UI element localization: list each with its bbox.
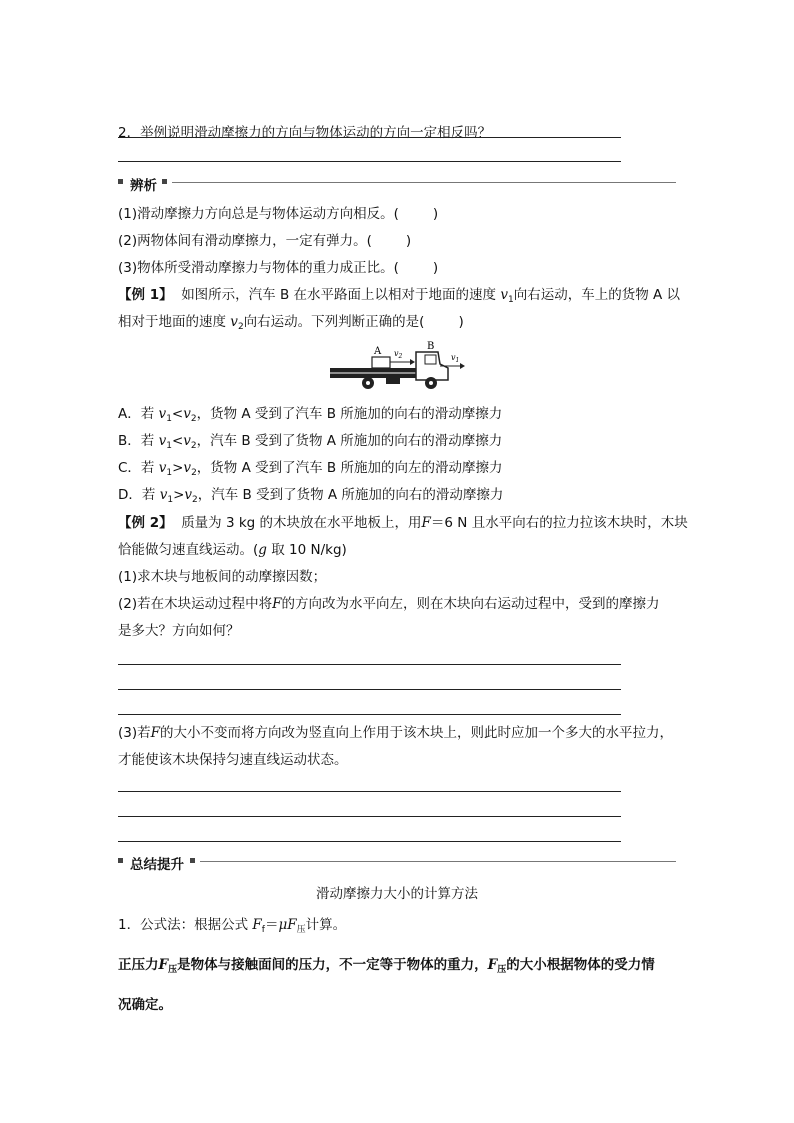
answer-line[interactable] (118, 689, 621, 690)
answer-line[interactable] (118, 841, 621, 842)
summary-paragraph-line-2: 况确定。 (118, 997, 172, 1013)
label-v1: $v_1$ (451, 353, 460, 364)
answer-line[interactable] (118, 664, 621, 665)
answer-line[interactable] (118, 161, 621, 162)
section-rule (200, 861, 676, 862)
answer-line[interactable] (118, 137, 621, 138)
option-d[interactable]: D．若 $v_1>v_2$，汽车 B 受到了货物 A 所施加的向右的滑动摩擦力 (118, 487, 504, 505)
example-1-line-1: 【例 1】 如图所示，汽车 B 在水平路面上以相对于地面的速度 $v_1$向右运动，车上的货物 A 以 (118, 287, 681, 305)
answer-line[interactable] (118, 816, 621, 817)
analysis-item-3: (3)物体所受滑动摩擦力与物体的重力成正比。( ) (118, 260, 439, 276)
analysis-item-2: (2)两物体间有滑动摩擦力，一定有弹力。( ) (118, 233, 412, 249)
example-tag: 【例 1】 (118, 287, 173, 303)
section-rule (172, 182, 676, 183)
example-2-question-3: (3)若F的大小不变而将方向改为竖直向上作用于该木块上，则此时应加一个多大的水平拉力， (118, 725, 673, 741)
summary-item-1: 1．公式法：根据公式 $F_f=\mu F_压$计算。 (118, 917, 347, 935)
section-title: 总结提升 (130, 857, 184, 873)
example-tag: 【例 2】 (118, 515, 173, 531)
option-a[interactable]: A．若 $v_1<v_2$，货物 A 受到了汽车 B 所施加的向右的滑动摩擦力 (118, 406, 503, 424)
example-2-line-1: 【例 2】 质量为 3 kg 的木块放在水平地板上，用F＝6 N 且水平向右的拉力拉该木块时，木块 (118, 515, 688, 531)
square-bullet-icon (162, 179, 167, 184)
section-title: 辨析 (130, 178, 157, 194)
label-v2: $v_2$ (394, 349, 403, 360)
option-c[interactable]: C．若 $v_1>v_2$，货物 A 受到了汽车 B 所施加的向左的滑动摩擦力 (118, 460, 503, 478)
square-bullet-icon (118, 179, 123, 184)
summary-heading: 滑动摩擦力大小的计算方法 (316, 886, 478, 902)
square-bullet-icon (190, 858, 195, 863)
example-2-question-2: (2)若在木块运动过程中将F的方向改为水平向左，则在木块向右运动过程中，受到的摩擦力 (118, 596, 660, 612)
option-b[interactable]: B．若 $v_1<v_2$，汽车 B 受到了货物 A 所施加的向右的滑动摩擦力 (118, 433, 503, 451)
question-2: 2．举例说明滑动摩擦力的方向与物体运动的方向一定相反吗？ (118, 125, 492, 141)
example-2-question-3-cont: 才能使该木块保持匀速直线运动状态。 (118, 752, 348, 768)
answer-line[interactable] (118, 714, 621, 715)
analysis-item-1: (1)滑动摩擦力方向总是与物体运动方向相反。( ) (118, 206, 439, 222)
example-1-line-2: 相对于地面的速度 $v_2$向右运动。下列判断正确的是( ) (118, 314, 464, 332)
cargo-a (372, 357, 390, 368)
label-a: A (374, 346, 382, 357)
section-header-summary (118, 853, 676, 873)
square-bullet-icon (118, 858, 123, 863)
example-2-question-1: (1)求木块与地板间的动摩擦因数； (118, 569, 327, 585)
answer-line[interactable] (118, 791, 621, 792)
label-b: B (427, 341, 435, 352)
section-header-analysis (118, 174, 676, 194)
summary-paragraph-line-1: 正压力$F_压$是物体与接触面间的压力，不一定等于物体的重力，$F_压$的大小根据物体的受力情 (118, 957, 655, 975)
example-2-question-2-cont: 是多大？方向如何？ (118, 623, 240, 639)
truck-figure (328, 340, 468, 395)
example-2-line-2: 恰能做匀速直线运动。(g 取 10 N/kg) (118, 542, 347, 558)
